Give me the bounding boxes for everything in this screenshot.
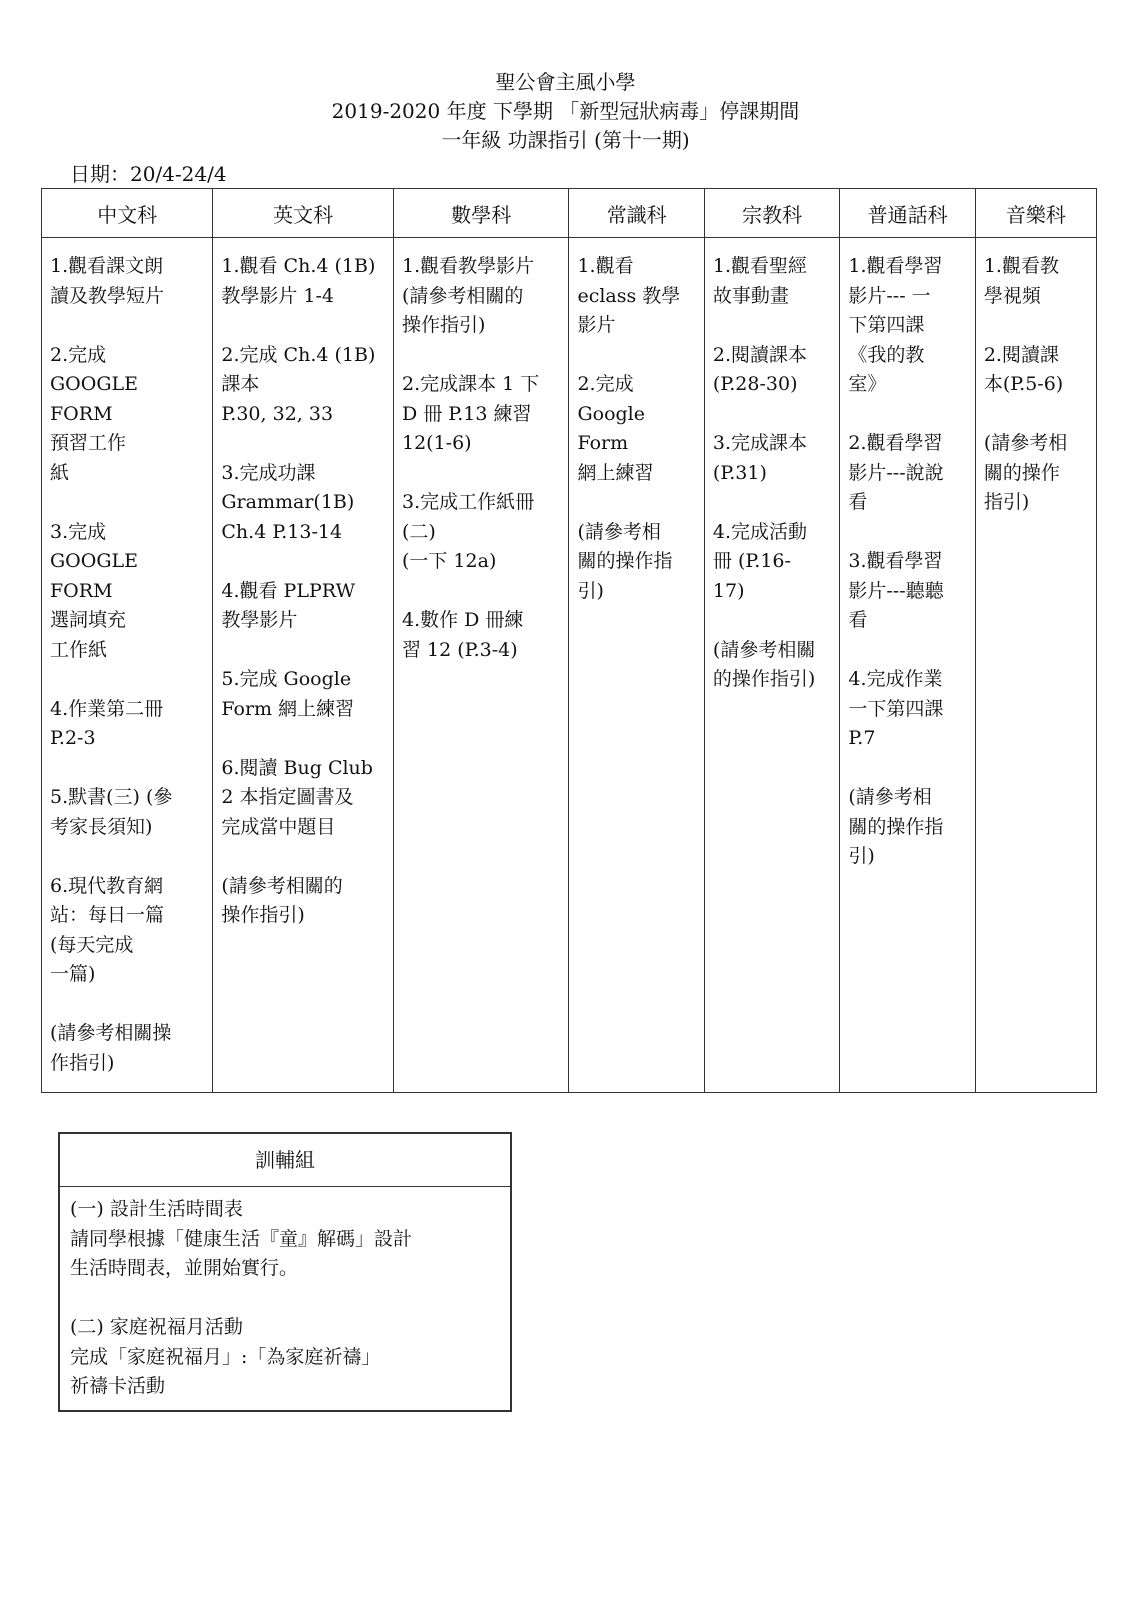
subject-header-row [42,189,1097,238]
guidance-title: 訓輔組 [60,1134,510,1187]
list-item: (請參考相 關的操作 指引) [983,432,1068,513]
header-music: 音樂科 [975,189,1096,238]
date-range: 日期：20/4-24/4 [70,162,227,186]
list-item: 5.完成 Google Form 網上練習 [221,668,355,720]
list-item: 2.完成 Ch.4 (1B) 課本 P.30, 32, 33 [221,343,376,425]
list-item: 2.閱讀課 本(P.5-6) [983,343,1064,395]
list-item: 1.觀看學習 影片--- 一 下第四課 《我的教 室》 [848,255,943,395]
homework-table [41,188,1097,1093]
music-tasks [975,238,1096,1093]
list-item: 5.默書(三) (參 考家長須知) [50,786,173,838]
list-item: 4.作業第二冊 P.2-3 [50,697,164,749]
document-title: 一年級 功課指引 (第十一期) [441,128,690,152]
list-item: (請參考相關操 作指引) [50,1022,172,1074]
chinese-tasks [42,238,213,1093]
header-general-studies: 常識科 [569,189,704,238]
list-item: 1.觀看教學影片 (請參考相關的 操作指引) [401,255,535,336]
general-studies-tasks [569,238,704,1093]
term-title: 2019-2020 年度 下學期 「新型冠狀病毒」停課期間 [331,99,800,123]
header-putonghua: 普通話科 [840,189,975,238]
list-item: 1.觀看聖經 故事動畫 [712,255,808,307]
header-chinese: 中文科 [42,189,213,238]
math-tasks [393,238,568,1093]
list-item: 3.觀看學習 影片---聽聽 看 [848,550,944,631]
list-item: (請參考相關 的操作指引) [712,638,816,690]
list-item: 1.觀看 eclass 教學 影片 [577,255,681,336]
header-english: 英文科 [213,189,394,238]
homework-row [42,238,1097,1093]
list-item: (請參考相 關的操作指 引) [577,520,673,602]
header-math: 數學科 [393,189,568,238]
list-item: 4.數作 D 冊練 習 12 (P.3-4) [401,609,524,661]
english-tasks [213,238,394,1093]
list-item: 4.完成活動 冊 (P.16- 17) [712,520,808,602]
list-item: 4.完成作業 一下第四課 P.7 [848,668,944,749]
list-item: 6.現代教育網 站：每日一篇 (每天完成 一篇) [50,874,165,985]
list-item: (請參考相關的 操作指引) [221,874,343,926]
putonghua-tasks [840,238,975,1093]
list-item: 1.觀看 Ch.4 (1B) 教學影片 1-4 [221,255,376,307]
list-item: 3.完成功課 Grammar(1B) Ch.4 P.13-14 [221,461,355,543]
list-item: 2.完成課本 1 下 D 冊 P.13 練習 12(1-6) [401,373,540,454]
list-item: (請參考相 關的操作指 引) [848,786,944,867]
list-item: 2.完成 GOOGLE FORM 預習工作 紙 [50,343,138,484]
list-item: 1.觀看課文朗 讀及教學短片 [50,255,165,307]
list-item: 2.閱讀課本 (P.28-30) [712,343,808,395]
list-item: 2.完成 Google Form 網上練習 [577,373,654,484]
header-religion: 宗教科 [704,189,839,238]
guidance-body [60,1187,510,1402]
list-item: 4.觀看 PLPRW 教學影片 [221,579,356,631]
list-item: 1.觀看教 學視頻 [983,255,1059,307]
list-item: 3.完成課本 (P.31) [712,432,808,484]
list-item: 3.完成 GOOGLE FORM 選詞填充 工作紙 [50,520,138,661]
guidance-item: (一) 設計生活時間表 請同學根據「健康生活『童』解碼」設計 生活時間表，並開始實行。 [70,1198,413,1279]
religion-tasks [704,238,839,1093]
guidance-item: (二) 家庭祝福月活動 完成「家庭祝福月」:「為家庭祈禱」 祈禱卡活動 [70,1316,381,1397]
list-item: 3.完成工作紙冊 (二) (一下 12a) [401,491,535,572]
school-name: 聖公會主風小學 [495,70,636,94]
list-item: 6.閱讀 Bug Club 2 本指定圖書及 完成當中題目 [221,756,373,838]
guidance-box [58,1132,512,1412]
document-header [0,68,1131,155]
list-item: 2.觀看學習 影片---說說 看 [848,432,944,513]
